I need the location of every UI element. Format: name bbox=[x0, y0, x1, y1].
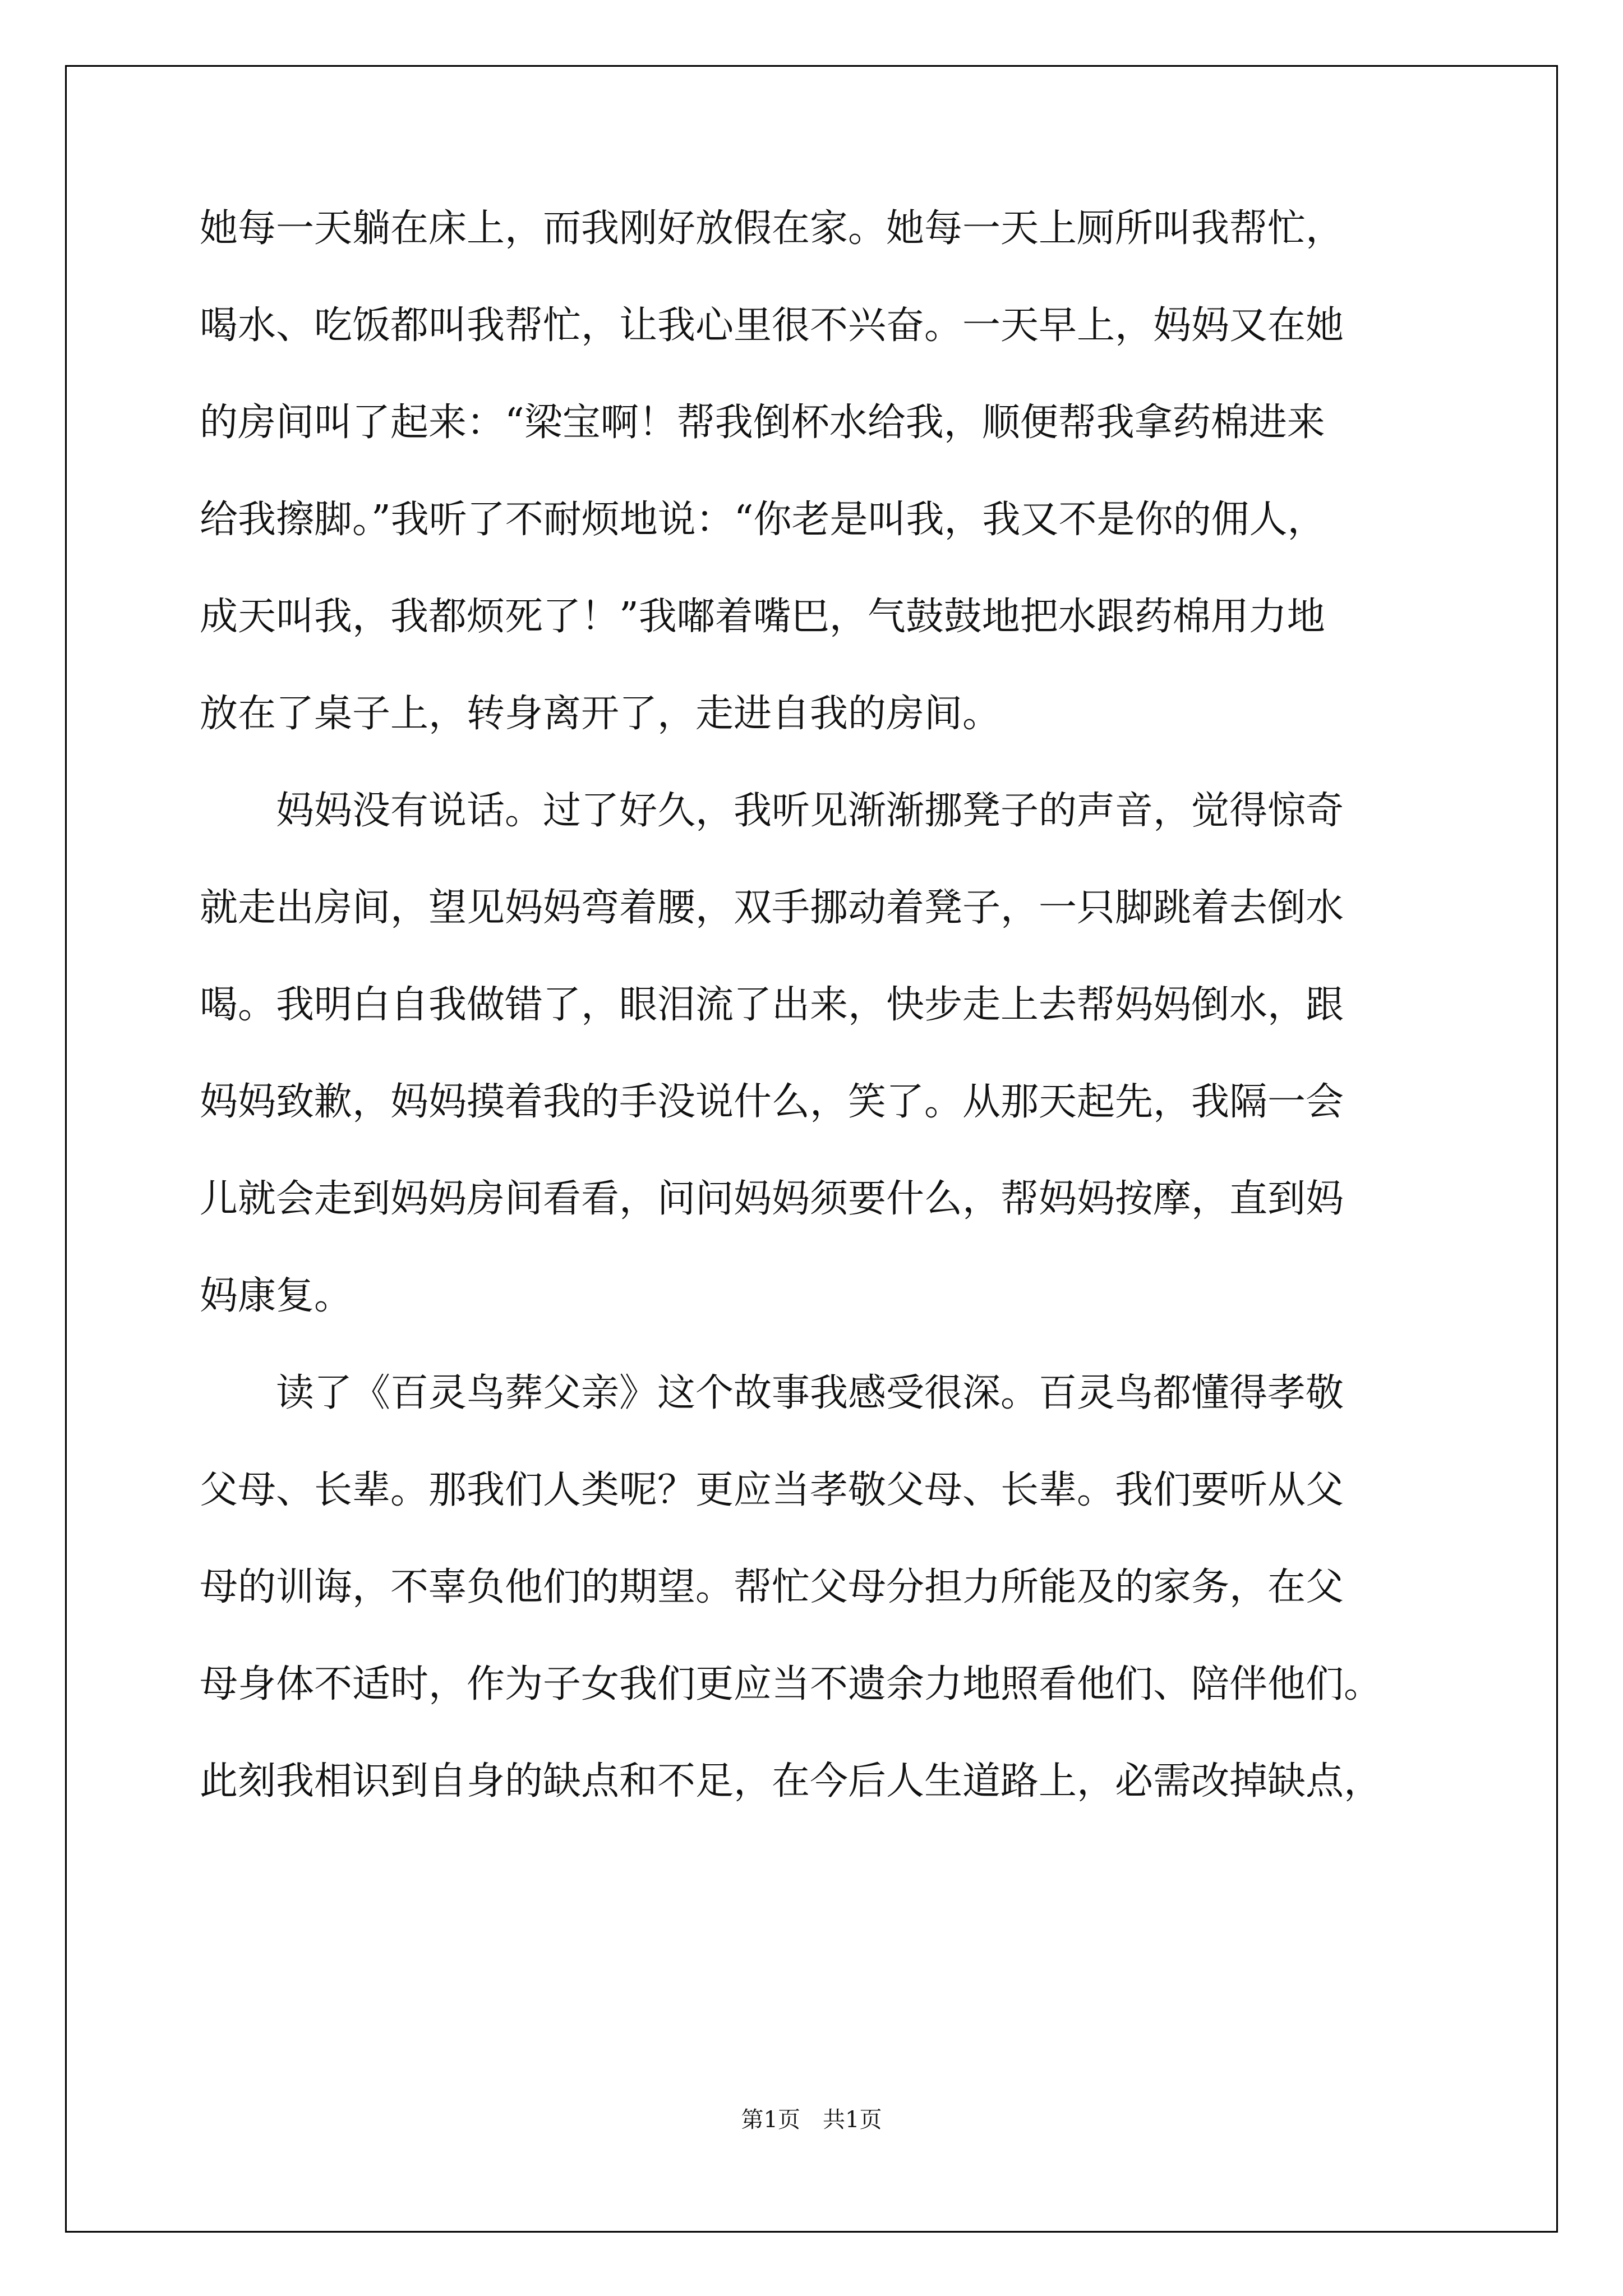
text-line: 放在了桌子上，转身离开了，走进自我的房间。 bbox=[200, 692, 1001, 736]
page-number-footer: 第1页 共1页 bbox=[741, 2107, 882, 2133]
text-line: 此刻我相识到自身的缺点和不足，在今后人生道路上，必需改掉缺点， bbox=[200, 1759, 1382, 1803]
document-body bbox=[200, 206, 1433, 1856]
paragraph-first-line: 妈妈没有说话。过了好久，我听见渐渐挪凳子的声音，觉得惊奇 bbox=[276, 789, 1344, 833]
text-line: 的房间叫了起来：“梁宝啊！帮我倒杯水给我，顺便帮我拿药棉进来 bbox=[200, 401, 1325, 445]
paragraph-first-line: 读了《百灵鸟葬父亲》这个故事我感受很深。百灵鸟都懂得孝敬 bbox=[276, 1371, 1344, 1415]
text-line: 就走出房间，望见妈妈弯着腰，双手挪动着凳子，一只脚跳着去倒水 bbox=[200, 886, 1344, 930]
text-line: 成天叫我，我都烦死了！”我嘟着嘴巴，气鼓鼓地把水跟药棉用力地 bbox=[200, 595, 1325, 639]
text-line: 母的训诲，不辜负他们的期望。帮忙父母分担力所能及的家务，在父 bbox=[200, 1565, 1344, 1609]
text-line: 喝。我明白自我做错了，眼泪流了出来，快步走上去帮妈妈倒水，跟 bbox=[200, 983, 1344, 1027]
text-line: 儿就会走到妈妈房间看看，问问妈妈须要什么，帮妈妈按摩，直到妈 bbox=[200, 1177, 1344, 1221]
text-line: 给我擦脚。”我听了不耐烦地说：“你老是叫我，我又不是你的佣人， bbox=[200, 498, 1326, 542]
text-line: 妈妈致歉，妈妈摸着我的手没说什么，笑了。从那天起先，我隔一会 bbox=[200, 1080, 1344, 1124]
text-line: 母身体不适时，作为子女我们更应当不遗余力地照看他们、陪伴他们。 bbox=[200, 1662, 1382, 1706]
text-line: 喝水、吃饭都叫我帮忙，让我心里很不兴奋。一天早上，妈妈又在她 bbox=[200, 303, 1344, 348]
text-line: 她每一天躺在床上，而我刚好放假在家。她每一天上厕所叫我帮忙， bbox=[200, 206, 1344, 251]
text-line: 妈康复。 bbox=[200, 1274, 353, 1318]
text-line: 父母、长辈。那我们人类呢？更应当孝敬父母、长辈。我们要听从父 bbox=[200, 1468, 1344, 1512]
